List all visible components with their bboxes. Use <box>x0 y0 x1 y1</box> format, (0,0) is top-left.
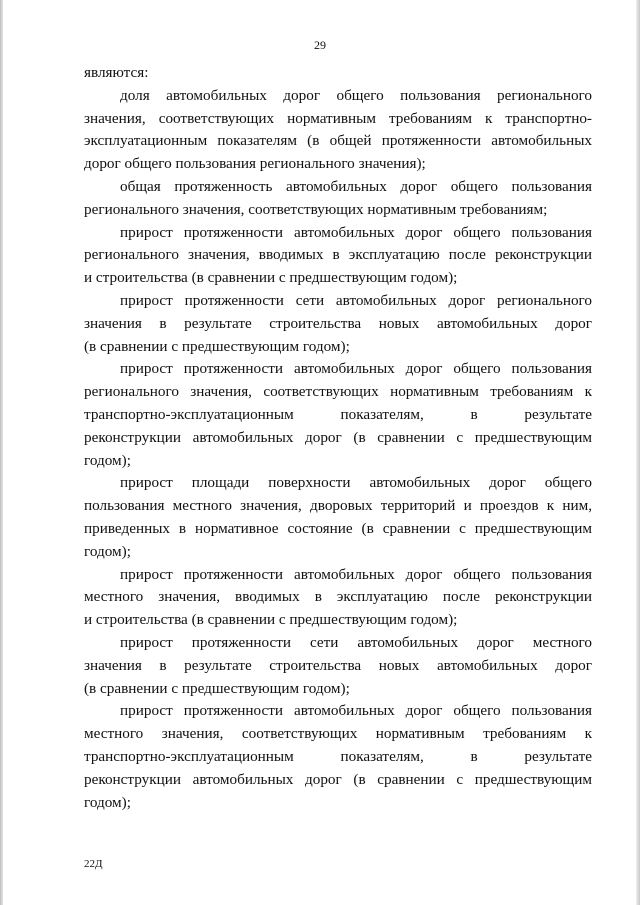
footer-code: 22Д <box>84 858 103 870</box>
document-body <box>84 62 592 814</box>
text-line: приведенных в нормативное состояние (в сравнении с предшествующим <box>84 519 592 537</box>
scan-edge-left <box>0 0 3 905</box>
text-line: транспортно-эксплуатационным показателям, в результате <box>84 747 592 765</box>
text-line: местного значения, вводимых в эксплуатацию после реконструкции <box>84 588 592 606</box>
text-line: регионального значения, соответствующих нормативным требованиям; <box>84 200 548 218</box>
text-line: годом); <box>84 451 131 469</box>
text-line: доля автомобильных дорог общего пользования регионального <box>120 86 592 104</box>
text-line: дорог общего пользования регионального значения); <box>84 155 426 173</box>
text-line: и строительства (в сравнении с предшествующим годом); <box>84 611 458 629</box>
text-line: прирост протяженности автомобильных дорог общего пользования <box>120 360 592 378</box>
text-line: регионального значения, вводимых в эксплуатацию после реконструкции <box>84 246 592 264</box>
text-line: реконструкции автомобильных дорог (в сравнении с предшествующим <box>84 770 592 788</box>
text-line: транспортно-эксплуатационным показателям, в результате <box>84 405 592 423</box>
text-line: регионального значения, соответствующих нормативным требованиям к <box>84 383 592 401</box>
text-line: реконструкции автомобильных дорог (в сравнении с предшествующим <box>84 428 592 446</box>
text-line: годом); <box>84 793 131 811</box>
text-line: местного значения, соответствующих нормативным требованиям к <box>84 725 592 743</box>
text-line: и строительства (в сравнении с предшествующим годом); <box>84 269 458 287</box>
text-line: значения в результате строительства новых автомобильных дорог <box>84 314 592 332</box>
text-line: являются: <box>84 64 149 81</box>
text-line: прирост протяженности сети автомобильных дорог местного <box>120 633 592 651</box>
text-line: (в сравнении с предшествующим годом); <box>84 679 350 697</box>
text-line: прирост протяженности автомобильных дорог общего пользования <box>120 223 592 241</box>
text-line: значения, соответствующих нормативным требованиям к транспортно- <box>84 109 592 127</box>
text-line: годом); <box>84 542 131 560</box>
text-line: (в сравнении с предшествующим годом); <box>84 337 350 355</box>
text-line: прирост протяженности автомобильных дорог общего пользования <box>120 702 592 720</box>
text-line: значения в результате строительства новых автомобильных дорог <box>84 656 592 674</box>
page-number: 29 <box>314 38 326 52</box>
scan-edge-right <box>636 0 640 905</box>
text-line: прирост протяженности автомобильных дорог общего пользования <box>120 565 592 583</box>
text-line: пользования местного значения, дворовых территорий и проездов к ним, <box>84 497 592 515</box>
text-line: прирост площади поверхности автомобильных дорог общего <box>120 474 592 492</box>
text-line: прирост протяженности сети автомобильных дорог регионального <box>120 291 592 309</box>
text-line: эксплуатационным показателям (в общей протяженности автомобильных <box>84 132 592 150</box>
text-line: общая протяженность автомобильных дорог общего пользования <box>120 177 592 195</box>
